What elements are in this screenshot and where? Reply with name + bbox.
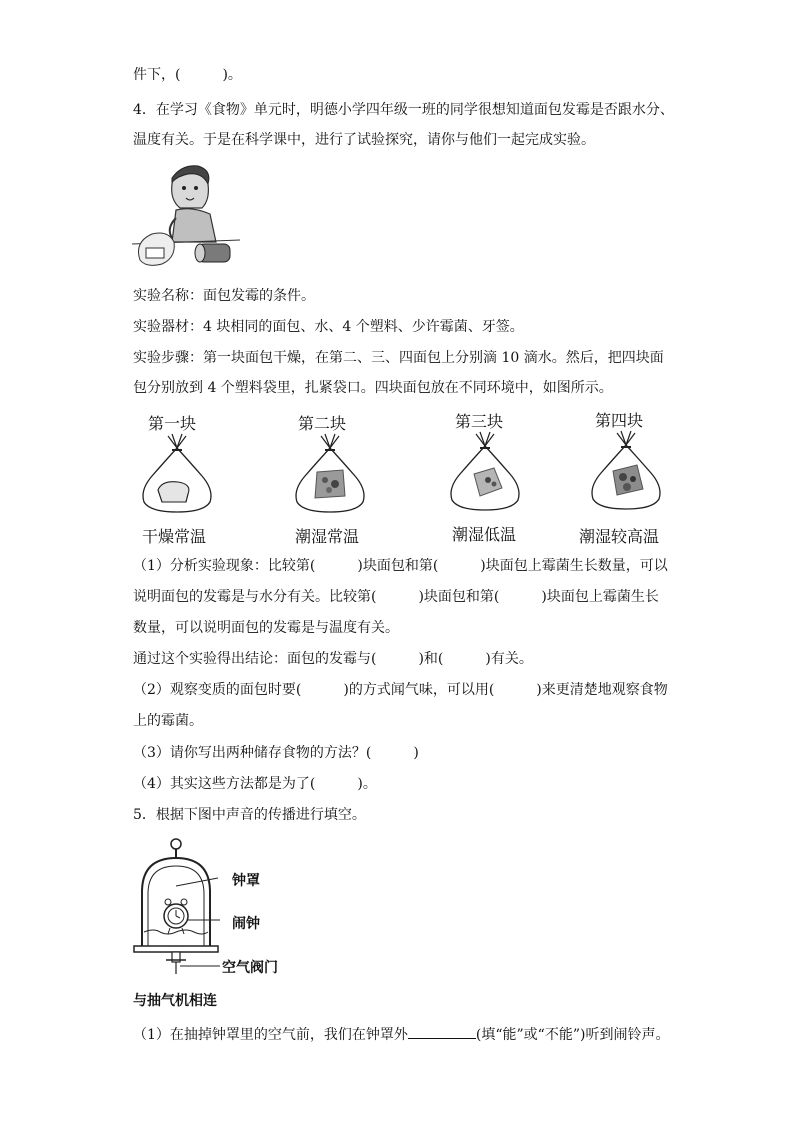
air-valve-label: 空气阀门 [222,960,278,976]
experiment-steps-line-1: 实验步骤：第一块面包干燥，在第二、三、四面包上分别滴 10 滴水。然后，把四块面 [133,350,664,366]
boy-with-bread-illustration [132,162,240,270]
bag-1-title: 第一块 [148,414,197,433]
bag-3-condition: 潮湿低温 [452,525,517,544]
sub-question-1-line-3: 数量，可以说明面包的发霉是与温度有关。 [133,620,399,636]
sub-question-1-line-1: （1）分析实验现象：比较第( )块面包和第( )块面包上霉菌生长数量，可以 [133,558,668,574]
bell-jar-label: 钟罩 [232,873,260,889]
question-4-line-2: 温度有关。于是在科学课中，进行了试验探究，请你与他们一起完成实验。 [133,132,595,148]
bag-1-dry-bread-icon [136,432,218,516]
bag-2-moldy-bread-icon [289,432,371,516]
pump-connection-label: 与抽气机相连 [133,993,217,1009]
bag-2-title: 第二块 [298,414,347,433]
experiment-materials: 实验器材：4 块相同的面包、水、4 个塑料、少许霉菌、牙签。 [133,319,524,335]
question-5-sub-1 [133,1026,669,1044]
question-5-sub-1-suffix: (填“能”或“不能”)听到闹铃声。 [475,1027,670,1043]
bag-4-title: 第四块 [595,411,644,430]
bag-2-condition: 潮湿常温 [295,527,360,546]
sub-question-3: （3）请你写出两种储存食物的方法？( ) [133,745,419,761]
bag-3-title: 第三块 [455,412,504,431]
bag-1-condition: 干燥常温 [142,527,207,546]
experiment-steps-line-2: 包分别放到 4 个塑料袋里，扎紧袋口。四块面包放在不同环境中，如图所示。 [133,380,613,396]
sub-question-2-line-2: 上的霉菌。 [133,713,203,729]
sub-question-1-line-2: 说明面包的发霉是与水分有关。比较第( )块面包和第( )块面包上霉菌生长 [133,589,659,605]
sub-question-4: （4）其实这些方法都是为了( )。 [133,776,377,792]
bag-4-condition: 潮湿较高温 [579,527,660,546]
question-4-line-1: 4．在学习《食物》单元时，明德小学四年级一班的同学很想知道面包发霉是否跟水分、 [133,102,674,118]
question-5-sub-1-prefix: （1）在抽掉钟罩里的空气前，我们在钟罩外 [133,1027,408,1043]
alarm-clock-label: 闹钟 [232,916,260,932]
conclusion-line: 通过这个实验得出结论：面包的发霉与( )和( )有关。 [133,651,533,667]
bell-jar-alarm-clock-diagram [130,836,230,976]
experiment-name: 实验名称：面包发霉的条件。 [133,288,315,304]
question-5: 5．根据下图中声音的传播进行填空。 [133,807,366,823]
sub-question-2-line-1: （2）观察变质的面包时要( )的方式闻气味，可以用( )来更清楚地观察食物 [133,682,668,698]
text-line: 件下，( )。 [133,67,242,83]
bag-3-moldy-bread-icon [444,430,526,514]
bag-4-moldy-bread-icon [585,429,667,513]
answer-blank[interactable] [408,1026,476,1039]
